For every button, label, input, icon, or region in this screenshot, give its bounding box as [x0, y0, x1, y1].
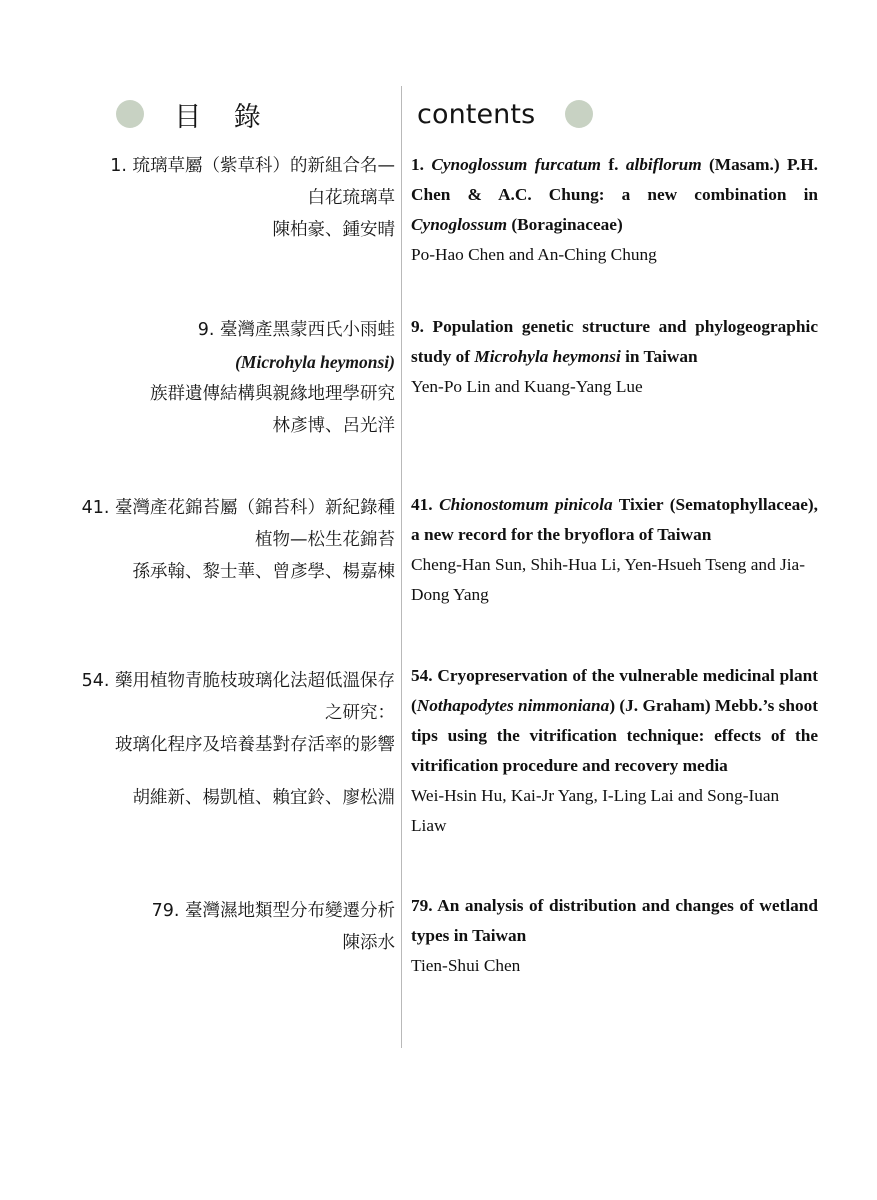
circle-bullet-icon: [565, 100, 593, 128]
page-title-english: contents: [417, 98, 536, 130]
header-english-group: [401, 99, 877, 130]
toc-entry-chinese-authors: 胡維新、楊凱植、賴宜鈴、廖松淵: [132, 788, 395, 808]
toc-entry-chinese-authors: 林彥博、呂光洋: [272, 416, 395, 436]
toc-entry-chinese-line: 1. 琉璃草屬（紫草科）的新組合名—: [110, 156, 395, 176]
toc-entry-english-authors: Po-Hao Chen and An-Ching Chung: [411, 245, 657, 264]
toc-entry-chinese-line: 族群遺傳結構與親緣地理學研究: [150, 384, 395, 404]
toc-entry-english: [395, 891, 877, 981]
toc-entry-english-title: 9. Population genetic structure and phylogeographic study of Microhyla heymonsi in Taiwan: [411, 317, 818, 366]
toc-entry-english-authors: Yen-Po Lin and Kuang-Yang Lue: [411, 377, 643, 396]
toc-entry[interactable]: [0, 490, 877, 610]
toc-entry-chinese-line: 41. 臺灣產花錦苔屬（錦苔科）新紀錄種: [81, 498, 395, 518]
toc-entry-chinese-line: 79. 臺灣濕地類型分布變遷分析: [151, 901, 395, 921]
toc-entry-chinese-authors: 陳柏豪、鍾安晴: [272, 220, 395, 240]
toc-entry-chinese-line: 9. 臺灣產黑蒙西氏小雨蛙: [197, 320, 395, 340]
toc-entry-english: [395, 150, 877, 270]
toc-entry-chinese-line: 之研究：: [325, 703, 395, 723]
header-chinese-group: [0, 95, 401, 134]
toc-entry[interactable]: [0, 891, 877, 981]
page-header: [0, 88, 877, 140]
toc-entry-chinese: [0, 891, 395, 959]
toc-entry-chinese: [0, 661, 395, 814]
toc-entry-chinese-authors: 陳添水: [342, 933, 395, 953]
toc-entry-chinese: [0, 312, 395, 442]
toc-entry-english-title: 79. An analysis of distribution and changes of wetland types in Taiwan: [411, 896, 818, 945]
toc-entry-chinese: [0, 150, 395, 246]
toc-entry-chinese-line: 植物—松生花錦苔: [255, 530, 395, 550]
toc-entry-english-authors: Wei-Hsin Hu, Kai-Jr Yang, I-Ling Lai and Song-Iuan Liaw: [411, 786, 780, 835]
toc-entry-chinese-line: 54. 藥用植物青脆枝玻璃化法超低溫保存: [81, 671, 395, 691]
toc-entry[interactable]: [0, 312, 877, 442]
toc-entry-english: [395, 490, 877, 610]
table-of-contents: [0, 150, 877, 981]
page-title-chinese: 目 錄: [174, 101, 273, 133]
toc-entry-chinese-scientific-name: (Microhyla heymonsi): [235, 352, 395, 372]
toc-entry-english-authors: Cheng-Han Sun, Shih-Hua Li, Yen-Hsueh Tseng and Jia-Dong Yang: [411, 555, 805, 604]
toc-entry-english: [395, 661, 877, 841]
circle-bullet-icon: [116, 100, 144, 128]
toc-entry[interactable]: [0, 661, 877, 841]
toc-entry-chinese-line: 玻璃化程序及培養基對存活率的影響: [115, 735, 395, 755]
toc-entry-english-authors: Tien-Shui Chen: [411, 956, 521, 975]
toc-entry-chinese-authors: 孫承翰、黎士華、曾彥學、楊嘉棟: [132, 562, 395, 582]
toc-entry-chinese-line: 白花琉璃草: [307, 188, 395, 208]
toc-entry-english-title: 41. Chionostomum pinicola Tixier (Sematophyllaceae), a new record for the bryoflora of Taiwan: [411, 495, 819, 544]
toc-entry[interactable]: [0, 150, 877, 270]
toc-entry-english-title: 1. Cynoglossum furcatum f. albiflorum (Masam.) P.H. Chen & A.C. Chung: a new combination in Cynoglossum (Boraginaceae): [411, 155, 818, 234]
toc-entry-english: [395, 312, 877, 402]
toc-entry-chinese: [0, 490, 395, 588]
toc-entry-english-title: 54. Cryopreservation of the vulnerable medicinal plant (Nothapodytes nimmoniana) (J. Graham) Mebb.’s shoot tips using the vitrification technique: effects of the vitrification procedure and recovery media: [411, 666, 819, 775]
